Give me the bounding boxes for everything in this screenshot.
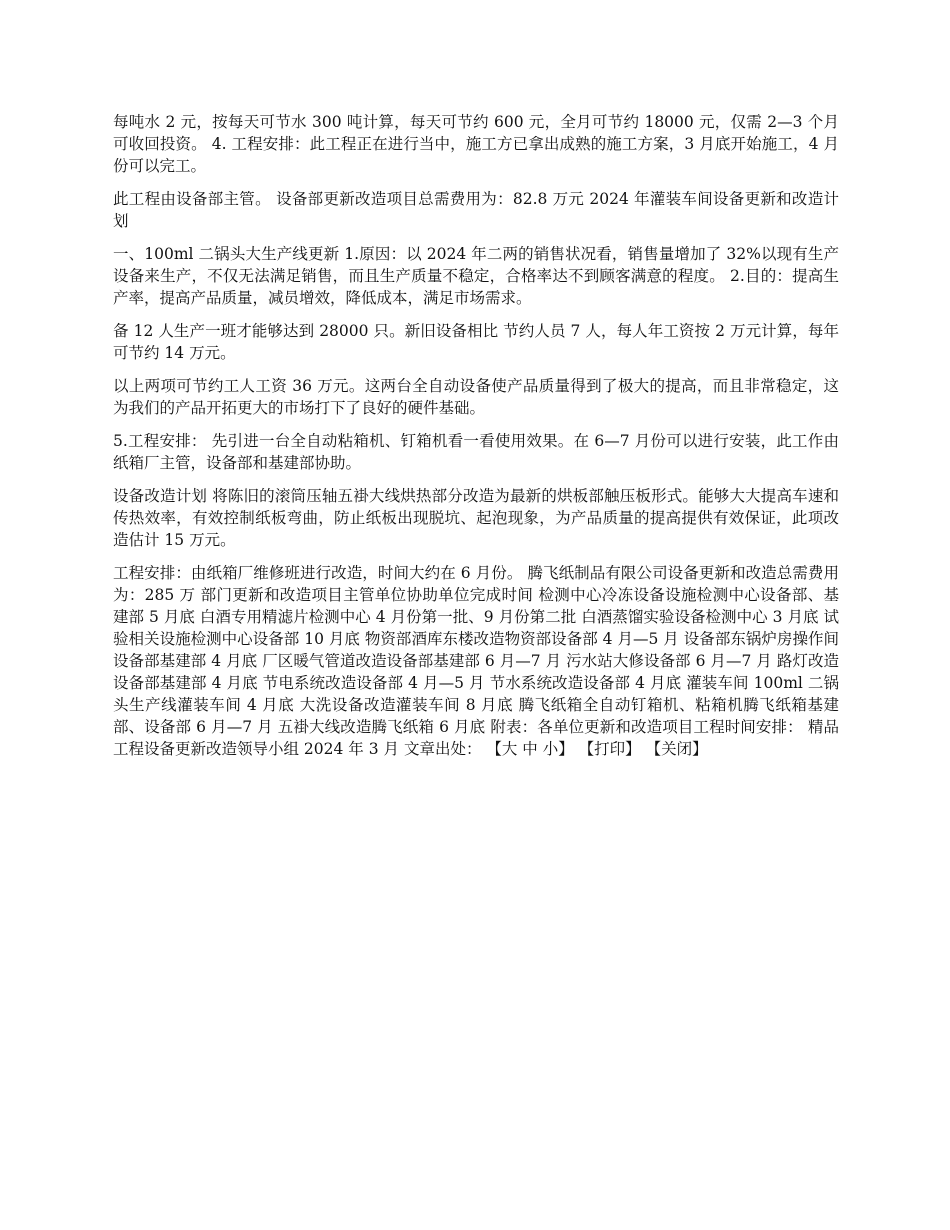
paragraph-water-saving: 每吨水 2 元，按每天可节水 300 吨计算，每天可节约 600 元，全月可节约 18000 元，仅需 2—3 个月可收回投资。 4. 工程安排：此工程正在进行当中，施工方已拿出成熟的施工方案，3 月底开始施工，4 月份可以完工。 [113, 113, 839, 175]
paragraph-schedule-summary: 工程安排：由纸箱厂维修班进行改造，时间大约在 6 月份。 腾飞纸制品有限公司设备更新和改造总需费用为：285 万 部门更新和改造项目主管单位协助单位完成时间 检测中心冷冻设备设施检测中心设备部、基建部 5 月底 白酒专用精滤片检测中心 4 月份第一批、9 月份第二批 白酒蒸馏实验设备检测中心 3 月底 试验相关设施检测中心设备部 10 月底 物资部酒库东楼改造物资部设备部 4 月—5 月 设备部东锅炉房操作间设备部基建部 4 月底 厂区暖气管道改造设备部基建部 6 月—7 月 污水站大修设备部 6 月—7 月 路灯改造设备部基建部 4 月底 节电系统改造设备部 4 月—5 月 节水系统改造设备部 4 月底 灌装车间 100ml 二锅头生产线灌装车间 4 月底 大洗设备改造灌装车间 8 月底 腾飞纸箱全自动钉箱机、粘箱机腾飞纸箱基建部、设备部 6 月—7 月 五褂大线改造腾飞纸箱 6 月底 附表：各单位更新和改造项目工程时间安排： 精品工程设备更新改造领导小组 2024 年 3 月 文章出处： 【大 中 小】 【打印】 【关闭】 [113, 564, 839, 758]
paragraph-wage-saving: 以上两项可节约工人工资 36 万元。这两台全自动设备使产品质量得到了极大的提高，而且非常稳定，这为我们的产品开拓更大的市场打下了良好的硬件基础。 [113, 377, 839, 417]
paragraph-equipment-renovation-plan: 设备改造计划 将陈旧的滚筒压轴五褂大线烘热部分改造为最新的烘板部触压板形式。能够大大提高车速和传热效率，有效控制纸板弯曲，防止纸板出现脱坑、起泡现象，为产品质量的提高提供有效保证，此项改造估计 15 万元。 [113, 487, 839, 549]
document-body [113, 111, 839, 771]
paragraph-staff-saving: 备 12 人生产一班才能够达到 28000 只。新旧设备相比 节约人员 7 人，每人年工资按 2 万元计算，每年可节约 14 万元。 [113, 322, 839, 362]
paragraph-project-arrangement: 5.工程安排： 先引进一台全自动粘箱机、钉箱机看一看使用效果。在 6—7 月份可以进行安装，此工作由纸箱厂主管，设备部和基建部协助。 [113, 432, 839, 472]
paragraph-equipment-dept-cost: 此工程由设备部主管。 设备部更新改造项目总需费用为：82.8 万元 2024 年灌装车间设备更新和改造计划 [113, 190, 839, 230]
paragraph-production-line-update: 一、100ml 二锅头大生产线更新 1.原因：以 2024 年二两的销售状况看，销售量增加了 32%以现有生产设备来生产，不仅无法满足销售，而且生产质量不稳定，合格率达不到顾客满意的程度。 2.目的：提高生产率，提高产品质量，减员增效，降低成本，满足市场需求。 [113, 245, 839, 307]
